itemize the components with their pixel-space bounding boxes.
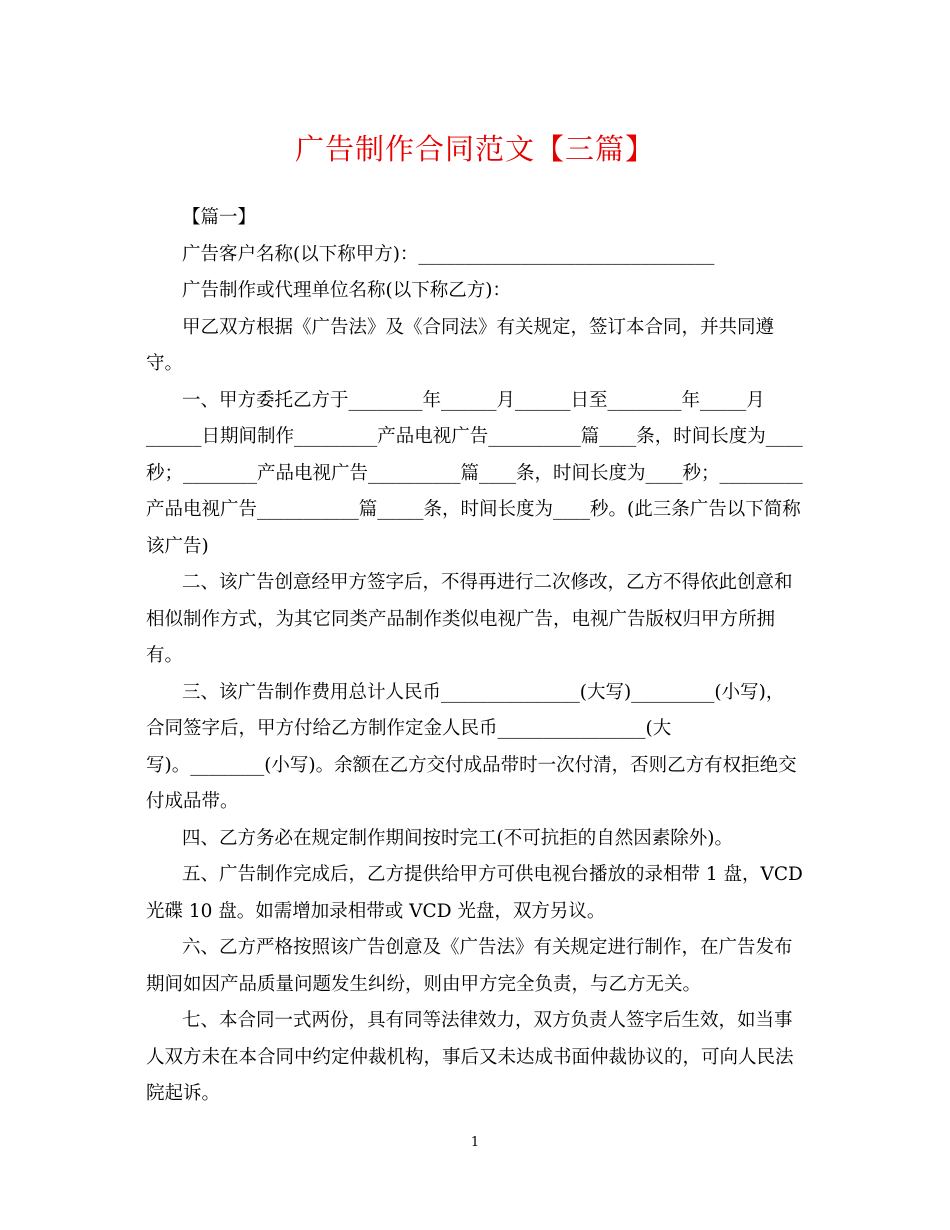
party-a-line: 广告客户名称(以下称甲方)：________________________________ — [182, 243, 715, 265]
document-body — [146, 200, 806, 1113]
clause-7-line: 人双方未在本合同中约定仲裁机构，事后又未达成书面仲裁协议的，可向人民法 — [146, 1046, 794, 1068]
clause-1-line: 一、甲方委托乙方于________年______月______日至________年_____月 — [182, 389, 765, 411]
clause-2-line: 相似制作方式，为其它同类产品制作类似电视广告，电视广告版权归甲方所拥 — [146, 608, 776, 630]
clause-3-line: 三、该广告制作费用总计人民币_______________(大写)_________(小写)， — [182, 681, 785, 703]
party-b-line: 广告制作或代理单位名称(以下称乙方)： — [182, 280, 511, 301]
clause-7-line: 七、本合同一式两份，具有同等法律效力，双方负责人签字后生效，如当事 — [182, 1010, 793, 1031]
clause-1-line: 该广告) — [146, 535, 209, 557]
clause-7-line: 院起诉。 — [146, 1083, 221, 1104]
clause-2-line: 有。 — [146, 645, 184, 666]
clause-1-line: 产品电视广告___________篇_____条，时间长度为____秒。(此三条广告以下简称 — [146, 499, 801, 520]
clause-3-line: 付成品带。 — [146, 791, 239, 812]
clause-1-line: ______日期间制作_________产品电视广告__________篇____条，时间长度为____ — [146, 426, 803, 447]
body-line: 守。 — [146, 353, 184, 374]
document-title: 广告制作合同范文【三篇】 — [294, 132, 655, 166]
clause-5-line: 五、广告制作完成后，乙方提供给甲方可供电视台播放的录相带 1 盘，VCD — [182, 864, 803, 885]
body-line: 甲乙双方根据《广告法》及《合同法》有关规定，签订本合同，并共同遵 — [182, 316, 775, 338]
clause-2-line: 二、该广告创意经甲方签字后，不得再进行二次修改，乙方不得依此创意和 — [182, 572, 793, 593]
clause-3-line: 写)。________(小写)。余额在乙方交付成品带时一次付清，否则乙方有权拒绝交 — [146, 754, 797, 776]
clause-5-line: 光碟 10 盘。如需增加录相带或 VCD 光盘，双方另议。 — [146, 900, 606, 922]
page-number: 1 — [470, 1135, 480, 1150]
section-heading: 【篇一】 — [182, 207, 257, 228]
clause-6-line: 六、乙方严格按照该广告创意及《广告法》有关规定进行制作，在广告发布 — [182, 937, 793, 958]
clause-4-line: 四、乙方务必在规定制作期间按时完工(不可抗拒的自然因素除外)。 — [182, 827, 733, 849]
clause-1-line: 秒；________产品电视广告__________篇____条，时间长度为____秒；_________ — [146, 462, 803, 484]
clause-3-line: 合同签字后，甲方付给乙方制作定金人民币________________(大 — [146, 718, 672, 739]
clause-6-line: 期间如因产品质量问题发生纠纷，则由甲方完全负责，与乙方无关。 — [146, 973, 702, 995]
